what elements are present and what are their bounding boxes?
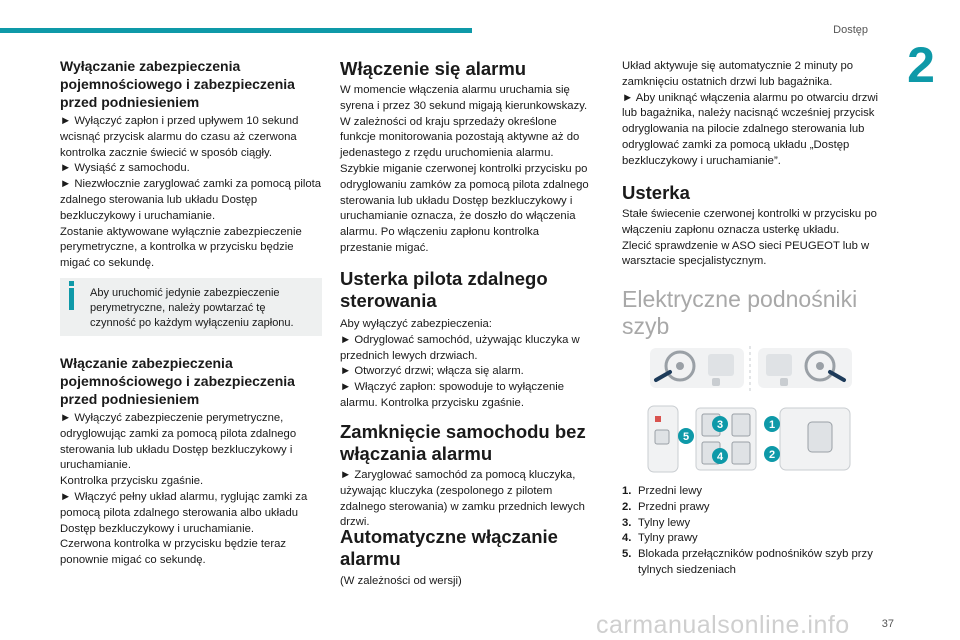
door-panel-left: [708, 354, 734, 376]
switch-front-left: [732, 414, 750, 436]
door-handle-icon: [808, 422, 832, 452]
heading-disable-protection: Wyłączanie zabezpieczenia pojemnościowego i zabezpieczenia przed podniesieniem: [60, 58, 295, 110]
list-item: [622, 500, 882, 516]
paragraph: ► Niezwłocznie zaryglować zamki za pomocą pilota zdalnego sterowania lub układu Dostęp bezkluczykowy i uruchamianie.: [60, 178, 322, 222]
steering-hub-icon: [816, 362, 824, 370]
callout-number-3: 3: [716, 419, 724, 431]
heading-auto-alarm: Automatyczne włączanie alarmu: [340, 526, 558, 569]
car-interior-illustration: [640, 344, 860, 396]
heading-alarm-trigger: Włączenie się alarmu: [340, 58, 527, 79]
callout-number-2: 2: [768, 449, 776, 461]
callout-number-1: 1: [768, 419, 776, 431]
info-box: [60, 278, 322, 336]
paragraph: ► Wyłączyć zabezpieczenie perymetryczne, odryglowując zamki za pomocą pilota zdalnego sterowania lub układu Dostęp bezkluczykowy i uruchamianie.: [60, 412, 297, 472]
seat-icon: [780, 378, 788, 386]
heading-fault: Usterka: [622, 182, 690, 203]
info-icon-bar: [69, 288, 74, 310]
header-accent-bar: [0, 28, 472, 33]
list-number: 1.: [622, 485, 632, 497]
paragraph: ► Włączyć zapłon: spowoduje to wyłączenie alarmu. Kontrolka przycisku zgaśnie.: [340, 381, 565, 409]
heading-lock-without-alarm: Zamknięcie samochodu bez włączania alarmu: [340, 421, 586, 464]
paragraph: Układ aktywuje się automatycznie 2 minuty po zamknięciu ostatnich drzwi lub bagażnika.: [622, 60, 854, 88]
paragraph: Aby wyłączyć zabezpieczenia:: [340, 318, 492, 330]
paragraph: Kontrolka przycisku zgaśnie.: [60, 475, 204, 488]
right-hand-drive-view: [758, 348, 852, 388]
paragraph: W zależności od kraju sprzedaży określone funkcje monitorowania pozostają aktywne aż do jedenastego z rzędu uruchomienia alarmu.: [340, 115, 580, 160]
text-auto-alarm-continued: [622, 59, 882, 170]
window-switch-panel-illustration: [640, 404, 860, 474]
page-number: 37: [881, 618, 894, 630]
callout-number-5: 5: [682, 431, 690, 443]
heading-enable-protection: Włączanie zabezpieczenia pojemnościowego i zabezpieczenia przed podniesieniem: [60, 355, 295, 407]
paragraph: W momencie włączenia alarmu uruchamia się syrena i przez 30 sekund migają kierunkowskazy.: [340, 84, 588, 112]
watermark: carmanualsonline.info: [596, 611, 850, 639]
paragraph: Zostanie aktywowane wyłącznie zabezpieczenie perymetryczne, a kontrolka w przycisku będzie migać co sekundę.: [60, 225, 302, 270]
list-item: [622, 531, 882, 547]
text-enable-protection: [60, 411, 322, 569]
text-auto-alarm-note: (W zależności od wersji): [340, 575, 462, 587]
list-number: 4.: [622, 532, 632, 545]
paragraph: ► Odryglować samochód, używając kluczyka w przednich lewych drzwiach.: [340, 333, 580, 362]
paragraph: Zlecić sprawdzenie w ASO sieci PEUGEOT lub w warsztacie specjalistycznym.: [622, 239, 870, 268]
list-number: 5.: [622, 548, 632, 561]
info-text: Aby uruchomić jedynie zabezpieczenie perymetryczne, należy powtarzać tę czynność po każdym wyłączeniu zapłonu.: [90, 287, 294, 329]
paragraph: ► Zaryglować samochód za pomocą kluczyka, używając kluczyka (zespolonego z pilotem zdalnego sterowania) w zamku przednich lewych drzwi.: [340, 469, 585, 529]
list-text: Tylny lewy: [638, 516, 691, 529]
seat-icon: [712, 378, 720, 386]
paragraph: ► Wyłączyć zapłon i przed upływem 10 sekund wcisnąć przycisk alarmu do czasu aż czerwona kontrolka zacznie świecić w sposób ciągły.: [60, 115, 299, 159]
steering-hub-icon: [676, 362, 684, 370]
callout-number-4: 4: [716, 451, 724, 463]
text-remote-fault: [340, 317, 594, 412]
paragraph: ► Wysiąść z samochodu.: [60, 162, 190, 175]
info-icon: [69, 281, 74, 286]
paragraph: ► Aby uniknąć włączenia alarmu po otwarciu drzwi lub bagażnika, należy nacisnąć wcześniej przycisk odryglowania na pilocie zdalnego sterowania lub odryglować zamki za pomocą układu „Dostęp bezkluczykowy i uruchamianie”.: [622, 91, 879, 167]
list-text: Przedni prawy: [638, 500, 710, 513]
list-number: 3.: [622, 516, 632, 529]
text-disable-protection: [60, 114, 322, 272]
text-lock-without-alarm: [340, 468, 594, 531]
text-fault: [622, 207, 882, 270]
paragraph: Czerwona kontrolka w przycisku będzie teraz ponownie migać co sekundę.: [60, 538, 287, 567]
list-item: [622, 547, 882, 579]
list-item: [622, 484, 882, 500]
list-text: Tylny prawy: [638, 532, 698, 545]
list-text: Blokada przełączników podnośników szyb przy tylnych siedzeniach: [638, 548, 873, 576]
window-switch-legend: [622, 484, 882, 579]
door-panel-right: [766, 354, 792, 376]
paragraph: Stałe świecenie czerwonej kontrolki w przycisku po włączeniu zapłonu oznacza usterkę układu.: [622, 208, 877, 236]
switch-front-right: [732, 442, 750, 464]
heading-power-windows: Elektryczne podnośniki szyb: [622, 286, 858, 339]
left-hand-drive-view: [650, 348, 744, 388]
text-alarm-trigger: [340, 83, 594, 257]
list-item: [622, 516, 882, 532]
heading-remote-fault: Usterka pilota zdalnego sterowania: [340, 268, 548, 311]
paragraph: ► Otworzyć drzwi; włącza się alarm.: [340, 365, 524, 378]
section-title: Dostęp: [833, 24, 868, 36]
paragraph: Szybkie miganie czerwonej kontrolki przycisku po odryglowaniu zamków za pomocą pilota zdalnego sterowania lub układu Dostęp bezkluczykowy i uruchamianie oznacza, że doszło do włączenia alarmu. Po włączeniu zapłonu kontrolka przestanie migać.: [340, 162, 589, 254]
chapter-number: 2: [907, 37, 935, 93]
paragraph: ► Włączyć pełny układ alarmu, ryglując zamki za pomocą pilota zdalnego sterowania albo układu Dostęp bezkluczykowy i uruchamianie.: [60, 490, 308, 535]
lock-switch-button: [655, 430, 669, 444]
list-text: Przedni lewy: [638, 485, 703, 497]
lock-warning-light-icon: [655, 416, 661, 422]
list-number: 2.: [622, 500, 632, 513]
